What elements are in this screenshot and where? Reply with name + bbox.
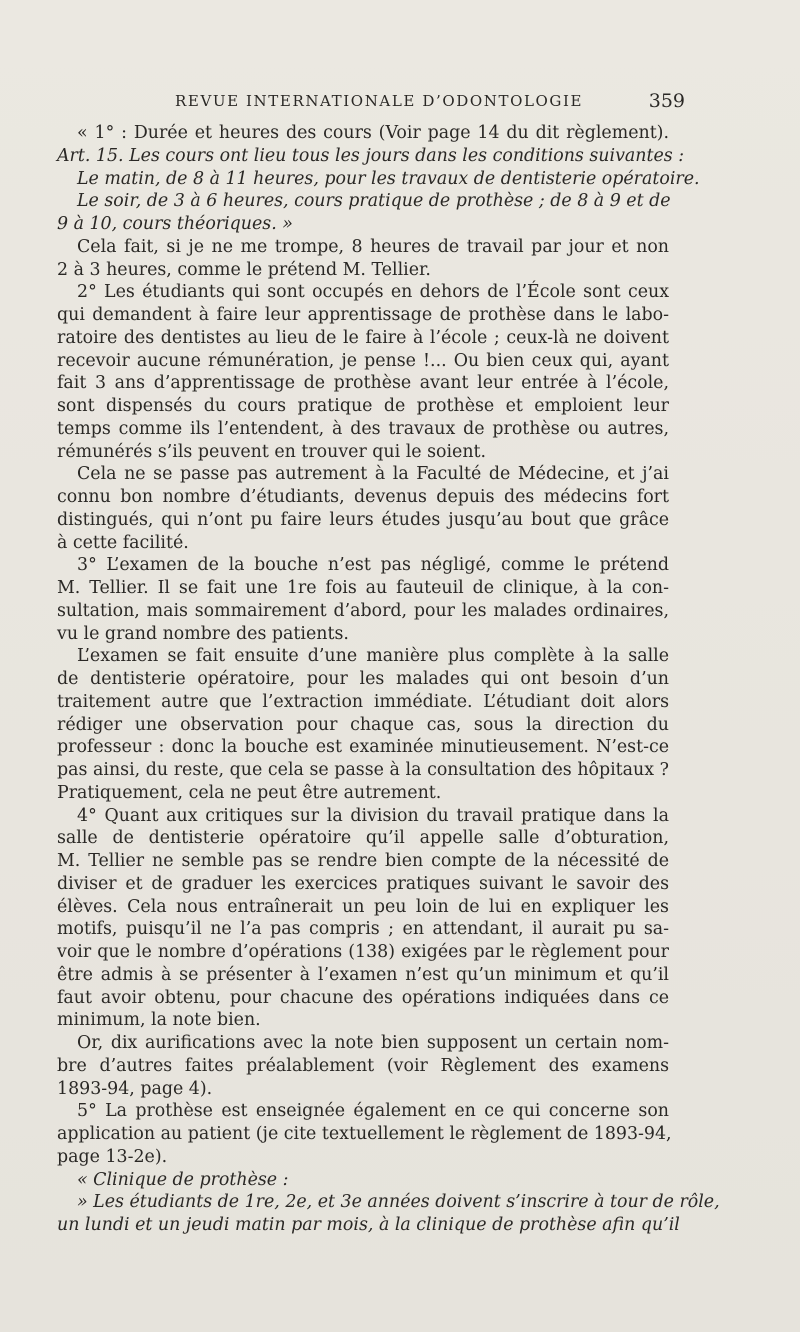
text-line: recevoir aucune rémunération, je pense !... Ou bien ceux qui, ayant: [57, 350, 669, 371]
text-line: ratoire des dentistes au lieu de le faire à l’école ; ceux-là ne doivent: [57, 327, 669, 348]
text-line: un lundi et un jeudi matin par mois, à la clinique de prothèse afin qu’il: [57, 1215, 680, 1235]
running-title: REVUE INTERNATIONALE D’ODONTOLOGIE: [175, 92, 584, 110]
text-line: 4° Quant aux critiques sur la division du travail pratique dans la: [77, 805, 669, 826]
text-line: 3° L’examen de la bouche n’est pas négligé, comme le prétend: [77, 555, 669, 576]
text-line: application au patient (je cite textuellement le règlement de 1893-94,: [57, 1124, 672, 1144]
text-line: Le matin, de 8 à 11 heures, pour les travaux de dentisterie opératoire.: [77, 168, 700, 189]
text-line: 1893-94, page 4).: [57, 1078, 213, 1099]
text-line: sultation, mais sommairement d’abord, pour les malades ordinaires,: [57, 600, 669, 621]
text-line: qui demandent à faire leur apprentissage de prothèse dans le labo-: [57, 305, 669, 325]
text-line: traitement autre que l’extraction immédiate. L’étudiant doit alors: [57, 691, 669, 712]
page-number: 359: [648, 90, 685, 112]
text-line: rédiger une observation pour chaque cas, sous la direction du: [57, 714, 669, 735]
text-line: connu bon nombre d’étudiants, devenus depuis des médecins fort: [57, 487, 669, 507]
text-line: Le soir, de 3 à 6 heures, cours pratique de prothèse ; de 8 à 9 et de: [77, 191, 671, 212]
text-line: temps comme ils l’entendent, à des travaux de prothèse ou autres,: [57, 418, 669, 439]
text-line: rémunérés s’ils peuvent en trouver qui le soient.: [57, 441, 487, 462]
text-line: » Les étudiants de 1re, 2e, et 3e années doivent s’inscrire à tour de rôle,: [77, 1192, 720, 1213]
page-header: [175, 90, 685, 118]
text-line: motifs, puisqu’il ne l’a pas compris ; en attendant, il aurait pu sa-: [57, 919, 669, 940]
text-line: « Clinique de prothèse :: [77, 1169, 289, 1190]
text-line: Cela ne se passe pas autrement à la Faculté de Médecine, et j’ai: [77, 464, 669, 485]
text-line: Or, dix aurifications avec la note bien supposent un certain nom-: [77, 1033, 669, 1053]
text-line: 2° Les étudiants qui sont occupés en dehors de l’École sont ceux: [77, 282, 669, 303]
text-line: pas ainsi, du reste, que cela se passe à la consultation des hôpitaux ?: [57, 760, 669, 780]
text-line: M. Tellier. Il se fait une 1re fois au fauteuil de clinique, à la con-: [57, 578, 669, 598]
text-line: Cela fait, si je ne me trompe, 8 heures de travail par jour et non: [77, 236, 669, 257]
text-line: salle de dentisterie opératoire qu’il appelle salle d’obturation,: [57, 828, 669, 849]
text-line: « 1° : Durée et heures des cours (Voir page 14 du dit règlement).: [77, 123, 669, 143]
text-line: de dentisterie opératoire, pour les malades qui ont besoin d’un: [57, 669, 669, 689]
text-line: Pratiquement, cela ne peut être autrement.: [57, 782, 442, 803]
text-line: diviser et de graduer les exercices pratiques suivant le savoir des: [57, 873, 669, 894]
text-line: bre d’autres faites préalablement (voir Règlement des examens: [57, 1055, 669, 1076]
text-line: M. Tellier ne semble pas se rendre bien compte de la nécessité de: [57, 851, 669, 871]
text-line: professeur : donc la bouche est examinée minutieusement. N’est-ce: [57, 737, 669, 758]
text-line: minimum, la note bien.: [57, 1010, 261, 1031]
text-line: élèves. Cela nous entraînerait un peu loin de lui en expliquer les: [57, 896, 669, 917]
text-line: vu le grand nombre des patients.: [57, 623, 349, 644]
text-line: fait 3 ans d’apprentissage de prothèse avant leur entrée à l’école,: [57, 373, 669, 394]
text-line: 2 à 3 heures, comme le prétend M. Tellier.: [57, 259, 431, 280]
body-text: [57, 122, 720, 1237]
text-line: faut avoir obtenu, pour chacune des opérations indiquées dans ce: [57, 987, 669, 1008]
text-line: sont dispensés du cours pratique de prothèse et emploient leur: [57, 396, 669, 416]
text-line: L’examen se fait ensuite d’une manière plus complète à la salle: [77, 646, 669, 667]
text-line: voir que le nombre d’opérations (138) exigées par le règlement pour: [57, 942, 669, 962]
text-line: distingués, qui n’ont pu faire leurs études jusqu’au bout que grâce: [57, 509, 669, 530]
text-line: Art. 15. Les cours ont lieu tous les jours dans les conditions suivantes :: [57, 145, 685, 166]
text-line: 5° La prothèse est enseignée également en ce qui concerne son: [77, 1101, 669, 1122]
text-line: à cette facilité.: [57, 532, 189, 553]
text-line: page 13-2e).: [57, 1146, 168, 1167]
text-line: 9 à 10, cours théoriques. »: [57, 214, 293, 234]
text-line: être admis à se présenter à l’examen n’est qu’un minimum et qu’il: [57, 964, 669, 985]
